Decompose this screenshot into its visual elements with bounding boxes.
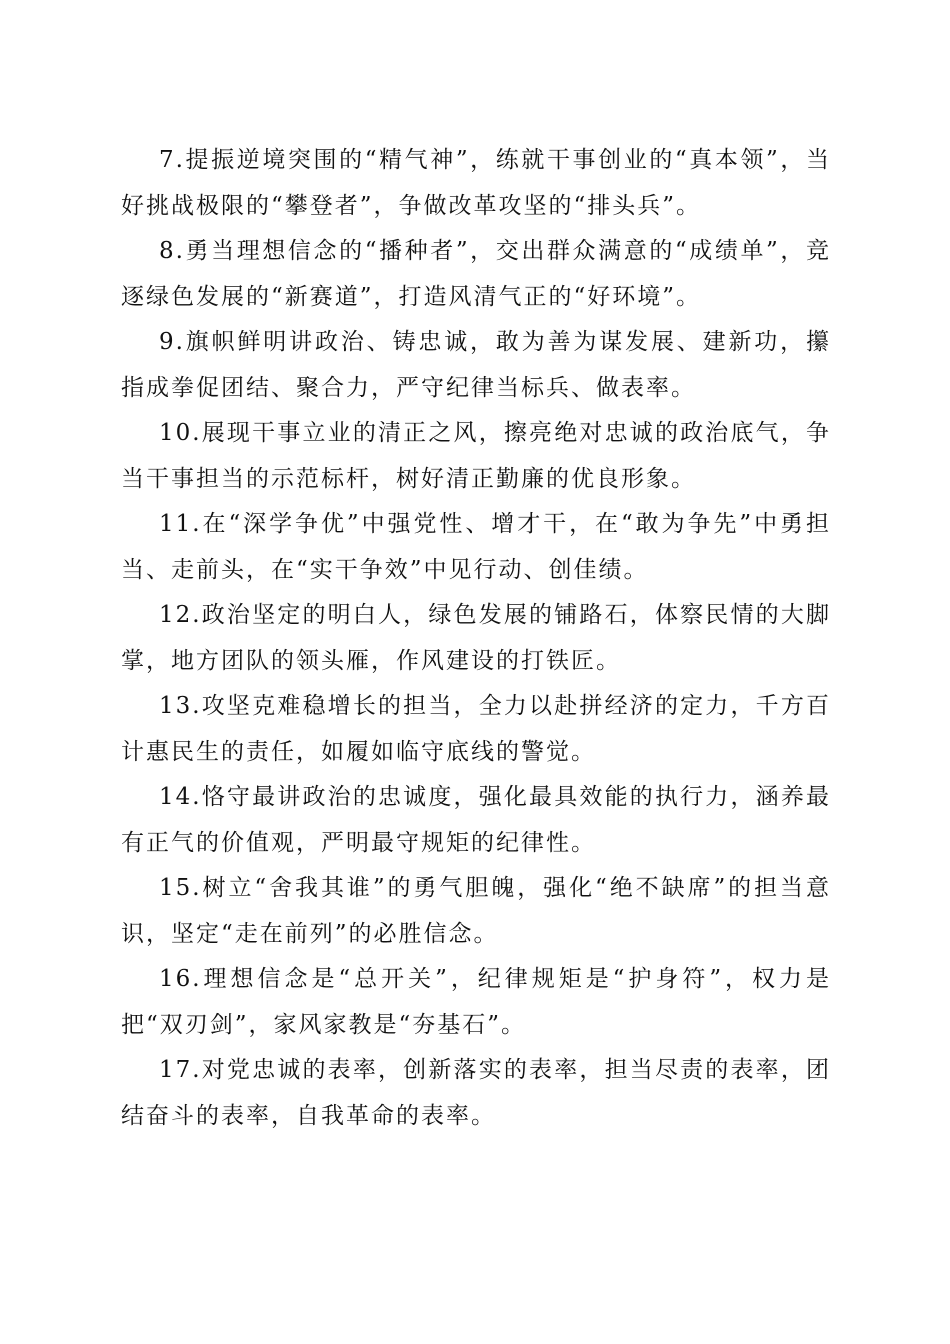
- paragraph-12: 12.政治坚定的明白人，绿色发展的铺路石，体察民情的大脚掌，地方团队的领头雁，作风建设的打铁匠。: [121, 602, 831, 674]
- paragraph-9: 9.旗帜鲜明讲政治、铸忠诚，敢为善为谋发展、建新功，攥指成拳促团结、聚合力，严守纪律当标兵、做表率。: [121, 329, 831, 401]
- paragraph-15: 15.树立“舍我其谁”的勇气胆魄，强化“绝不缺席”的担当意识，坚定“走在前列”的必胜信念。: [121, 875, 831, 947]
- document-body: [121, 138, 831, 1139]
- paragraph-11: 11.在“深学争优”中强党性、增才干，在“敢为争先”中勇担当、走前头，在“实干争效”中见行动、创佳绩。: [121, 511, 831, 583]
- paragraph-17: 17.对党忠诚的表率，创新落实的表率，担当尽责的表率，团结奋斗的表率，自我革命的表率。: [121, 1057, 831, 1129]
- paragraph-8: 8.勇当理想信念的“播种者”，交出群众满意的“成绩单”，竞逐绿色发展的“新赛道”，打造风清气正的“好环境”。: [121, 238, 831, 310]
- paragraph-16: 16.理想信念是“总开关”，纪律规矩是“护身符”，权力是把“双刃剑”，家风家教是“夯基石”。: [121, 966, 831, 1038]
- paragraph-7: 7.提振逆境突围的“精气神”，练就干事创业的“真本领”，当好挑战极限的“攀登者”，争做改革攻坚的“排头兵”。: [121, 147, 831, 219]
- paragraph-10: 10.展现干事立业的清正之风，擦亮绝对忠诚的政治底气，争当干事担当的示范标杆，树好清正勤廉的优良形象。: [121, 420, 831, 492]
- paragraph-13: 13.攻坚克难稳增长的担当，全力以赴拼经济的定力，千方百计惠民生的责任，如履如临守底线的警觉。: [121, 693, 831, 765]
- paragraph-14: 14.恪守最讲政治的忠诚度，强化最具效能的执行力，涵养最有正气的价值观，严明最守规矩的纪律性。: [121, 784, 831, 856]
